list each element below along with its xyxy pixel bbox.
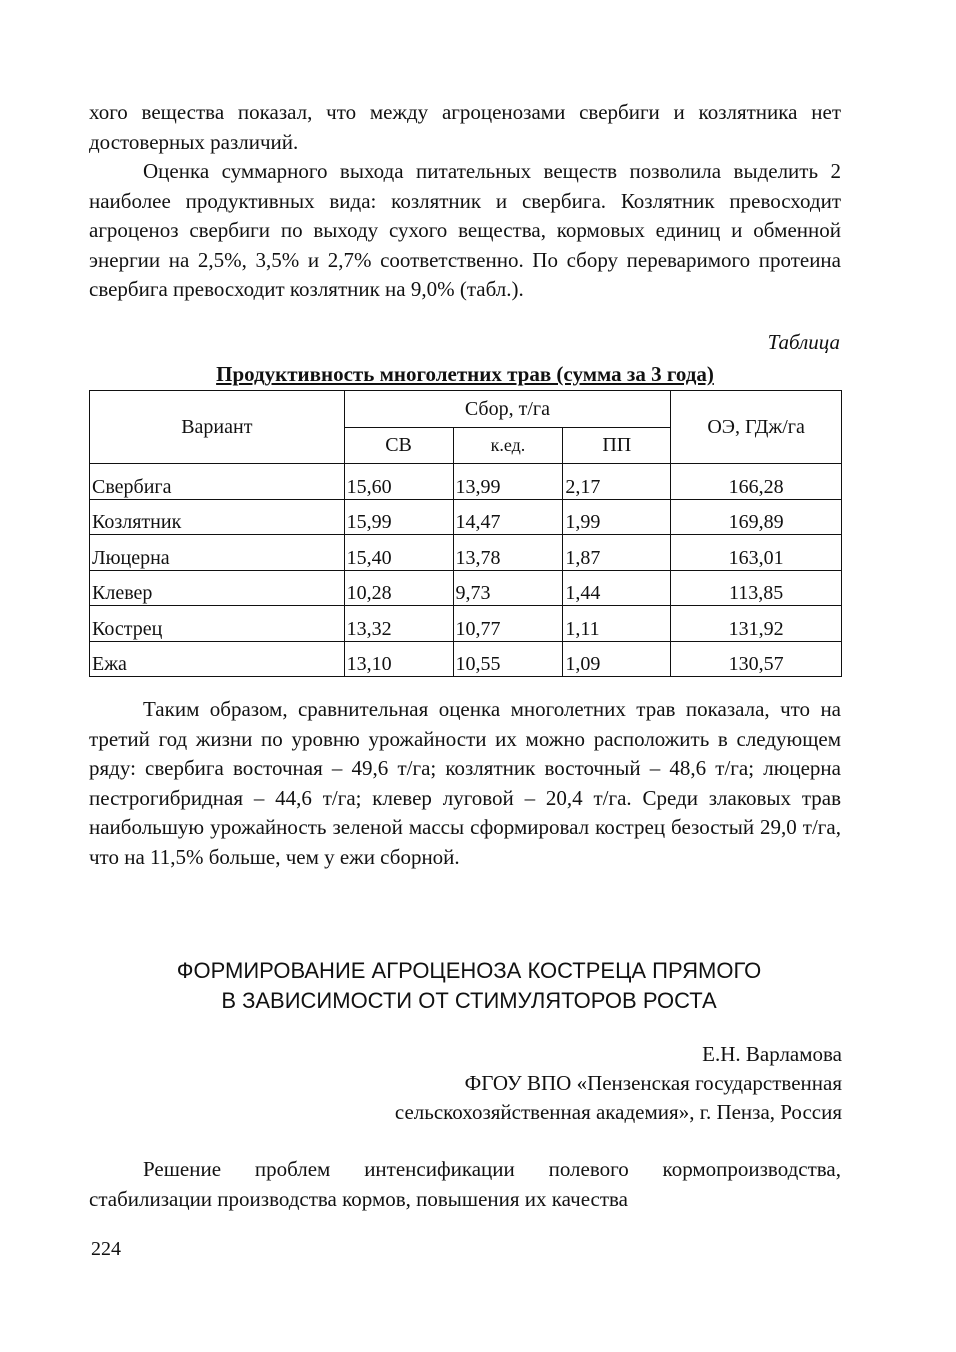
paragraph-intro: Решение проблем интенсификации полевого кормопроизводства, стабилизации производства кормов, повышения их качества: [89, 1157, 841, 1211]
cell-pp: 1,09: [563, 641, 671, 677]
cell-sv: 15,60: [344, 464, 453, 500]
cell-oe: 166,28: [671, 464, 842, 500]
table-row: [90, 464, 842, 500]
row-name: Козлятник: [90, 499, 345, 535]
cell-oe: 163,01: [671, 535, 842, 571]
author-org-line-2: сельскохозяйственная академия», г. Пенза, Россия: [394, 1100, 842, 1124]
header-ked: к.ед.: [453, 428, 563, 464]
paragraph-nutrient-assessment: Оценка суммарного выхода питательных веществ позволила выделить 2 наиболее продуктивных вида: козлятник и свербига. Козлятник превосходит агроценоз свербиги по выходу сухого вещества, кормовых единиц и обменной энергии на 2,5%, 3,5% и 2,7% соответственно. По сбору переваримого протеина свербига превосходит козлятник на 9,0% (табл.).: [89, 159, 841, 301]
header-pp: ПП: [563, 428, 671, 464]
table-row: [90, 535, 842, 571]
cell-oe: 131,92: [671, 606, 842, 642]
cell-pp: 1,99: [563, 499, 671, 535]
paragraph-continuation: хого вещества показал, что между агроценозами свербиги и козлятника нет достоверных различий.: [89, 100, 841, 154]
table-label: Таблица: [767, 330, 840, 354]
cell-ked: 10,77: [453, 606, 563, 642]
row-name: Свербига: [90, 464, 345, 500]
table-row: [90, 606, 842, 642]
cell-ked: 13,78: [453, 535, 563, 571]
table-row: [90, 641, 842, 677]
cell-pp: 2,17: [563, 464, 671, 500]
cell-oe: 169,89: [671, 499, 842, 535]
row-name: Ежа: [90, 641, 345, 677]
cell-sv: 15,99: [344, 499, 453, 535]
cell-sv: 10,28: [344, 570, 453, 606]
row-name: Кострец: [90, 606, 345, 642]
paragraph-conclusion: Таким образом, сравнительная оценка многолетних трав показала, что на третий год жизни по уровню урожайности их можно расположить в следующем ряду: свербига восточная – 49,6 т/га; козлятник восточный – 48,6 т/га; люцерна пестрогибридная – 44,6 т/га; клевер луговой – 20,4 т/га. Среди злаковых трав наибольшую урожайность зеленой массы сформировал кострец безостый 29,0 т/га, что на 11,5% больше, чем у ежи сборной.: [89, 697, 841, 869]
cell-ked: 13,99: [453, 464, 563, 500]
cell-ked: 9,73: [453, 570, 563, 606]
cell-ked: 10,55: [453, 641, 563, 677]
cell-sv: 13,32: [344, 606, 453, 642]
cell-sv: 13,10: [344, 641, 453, 677]
author-block: [395, 1040, 842, 1127]
table-title-text: Продуктивность многолетних трав (сумма за 3 года): [216, 362, 714, 386]
cell-pp: 1,44: [563, 570, 671, 606]
cell-pp: 1,87: [563, 535, 671, 571]
header-oe: ОЭ, ГДж/га: [671, 391, 842, 464]
author-org-line-1: ФГОУ ВПО «Пензенская государственная: [464, 1071, 842, 1095]
productivity-table: [89, 390, 842, 677]
author-name: Е.Н. Варламова: [702, 1042, 842, 1066]
header-harvest: Сбор, т/га: [344, 391, 671, 428]
cell-pp: 1,11: [563, 606, 671, 642]
row-name: Клевер: [90, 570, 345, 606]
table-title: [89, 362, 841, 387]
section-heading: [89, 956, 849, 1016]
cell-ked: 14,47: [453, 499, 563, 535]
page-number: 224: [91, 1238, 121, 1260]
table-row: [90, 570, 842, 606]
heading-line-2: В ЗАВИСИМОСТИ ОТ СТИМУЛЯТОРОВ РОСТА: [221, 988, 717, 1013]
header-variant: Вариант: [90, 391, 345, 464]
row-name: Люцерна: [90, 535, 345, 571]
cell-sv: 15,40: [344, 535, 453, 571]
table-row: [90, 499, 842, 535]
cell-oe: 113,85: [671, 570, 842, 606]
heading-line-1: ФОРМИРОВАНИЕ АГРОЦЕНОЗА КОСТРЕЦА ПРЯМОГО: [176, 958, 762, 983]
cell-oe: 130,57: [671, 641, 842, 677]
header-sv: СВ: [344, 428, 453, 464]
